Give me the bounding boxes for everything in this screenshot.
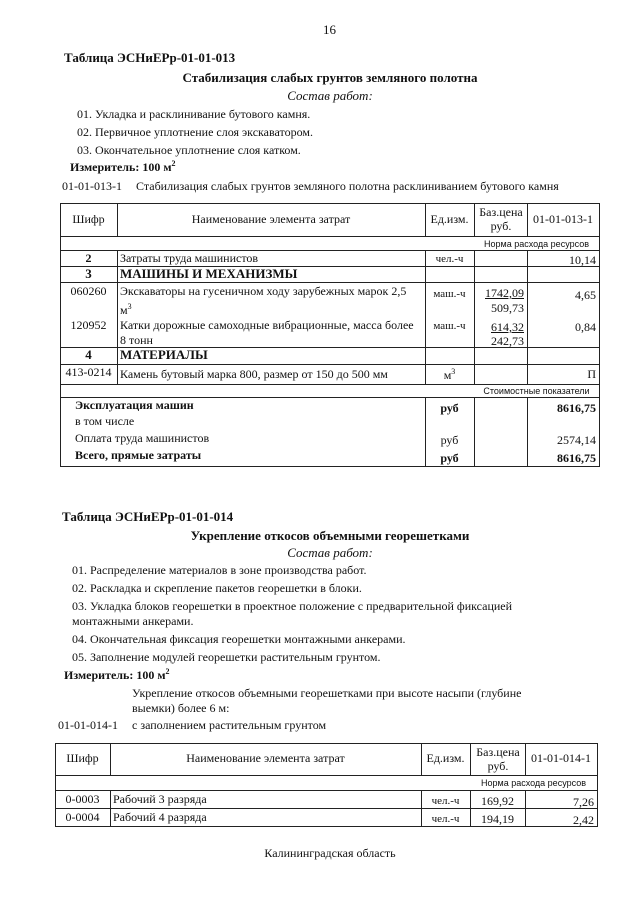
table1-row-name: Камень бутовый марка 800, размер от 150 до 500 мм — [120, 367, 388, 381]
table1-code-desc: Стабилизация слабых грунтов земляного полотна расклиниванием бутового камня — [136, 179, 559, 193]
table2-code: 01-01-014-1 — [58, 718, 118, 732]
table1-row-norm: 4,65 — [575, 288, 596, 302]
table1-section-code: 3 — [85, 266, 92, 281]
table2-row-unit: чел.-ч — [431, 813, 460, 825]
table1-row-norm: П — [587, 367, 596, 381]
table1-step-2: 02. Первичное уплотнение слоя экскаватором. — [77, 125, 313, 139]
table1-composition-heading: Состав работ: — [287, 88, 373, 103]
table1-row-norm: 10,14 — [569, 253, 596, 267]
table1-cost-header: Стоимостные показатели — [483, 386, 590, 396]
table1-row-code: 413-0214 — [65, 365, 112, 379]
table1-row-price-1: 614,32 — [491, 320, 524, 334]
table2-row-code: 0-0004 — [65, 810, 100, 824]
table1-section-title: МАТЕРИАЛЫ — [120, 347, 208, 362]
table2-row-code: 0-0003 — [65, 792, 100, 806]
table1-step-3: 03. Окончательное уплотнение слоя катком. — [77, 143, 301, 157]
table2-row-name: Рабочий 3 разряда — [113, 792, 207, 806]
table1-row-code: 060260 — [70, 284, 107, 298]
table1-row-unit: маш.-ч — [433, 288, 466, 300]
table1-header-price: Баз.цена руб. — [479, 205, 523, 233]
table2-header-name: Наименование элемента затрат — [186, 751, 345, 765]
table1-row-price-2: 242,73 — [491, 334, 524, 348]
table2-header-code: Шифр — [66, 751, 99, 765]
table1-row-name: Экскаваторы на гусеничном ходу зарубежных марок 2,5 $м^3$ — [120, 284, 407, 317]
table2-desc-line-1: Укрепление откосов объемными георешетками при высоте насыпи (глубине — [132, 686, 522, 700]
table1-measure: Измеритель: 100 $м^2$ — [70, 159, 176, 174]
table1-title: Таблица ЭСНиЕРр-01-01-013 — [64, 50, 236, 65]
table2-row-norm: 7,26 — [573, 795, 594, 809]
table2-header-norm: 01-01-014-1 — [531, 751, 591, 765]
table2-measure: Измеритель: 100 $м^2$ — [64, 667, 170, 682]
table1-row-code: 2 — [85, 251, 92, 265]
table1-row-norm: 0,84 — [575, 320, 596, 334]
table1-section-title: МАШИНЫ И МЕХАНИЗМЫ — [120, 266, 298, 281]
table1-total-value: 8616,75 — [557, 451, 596, 465]
table1-section-code: 4 — [85, 347, 92, 362]
table2-row-price: 169,92 — [481, 794, 514, 808]
table1-total-unit: руб — [440, 433, 459, 447]
table2-row-unit: чел.-ч — [431, 795, 460, 807]
table1-row-unit: $м^3$ — [443, 367, 456, 382]
table2-step-3: 03. Укладка блоков георешетки в проектное положение с предварительной фиксацией — [72, 599, 513, 613]
table1-row-unit: маш.-ч — [433, 320, 466, 332]
table1-total-unit: руб — [440, 451, 459, 465]
table2-row-name: Рабочий 4 разряда — [113, 810, 207, 824]
table1-total-value: 8616,75 — [557, 401, 596, 415]
table2-step-1: 01. Распределение материалов в зоне производства работ. — [72, 563, 367, 577]
table1-row-price-2: 509,73 — [491, 301, 524, 315]
table2-subtitle: Укрепление откосов объемными георешетками — [190, 528, 470, 543]
table1-header-code: Шифр — [72, 212, 105, 226]
page-number: 16 — [323, 22, 336, 37]
table2-code-desc: с заполнением растительным грунтом — [132, 718, 327, 732]
table1-row-name: Затраты труда машинистов — [120, 251, 259, 265]
table2-subheader: Норма расхода ресурсов — [481, 778, 586, 788]
table1-row-code: 120952 — [70, 318, 107, 332]
table2-composition-heading: Состав работ: — [287, 545, 373, 560]
table1-subtitle: Стабилизация слабых грунтов земляного полотна — [182, 70, 478, 85]
table1-row-name: Катки дорожные самоходные вибрационные, масса более 8 тонн — [120, 318, 414, 347]
table2-step-3-cont: монтажными анкерами. — [72, 614, 194, 628]
table1-subheader: Норма расхода ресурсов — [484, 239, 589, 249]
table1-total-note: в том числе — [75, 414, 135, 428]
table1-total-unit: руб — [440, 401, 459, 415]
table2-header-price: Баз.цена руб. — [476, 745, 520, 773]
table1-total-value: 2574,14 — [557, 433, 596, 447]
page-footer: Калининградская область — [264, 846, 396, 860]
table1-code: 01-01-013-1 — [62, 179, 122, 193]
table1-total-label: Оплата труда машинистов — [75, 431, 210, 445]
table2-title: Таблица ЭСНиЕРр-01-01-014 — [62, 509, 234, 524]
table1-row-unit: чел.-ч — [435, 253, 464, 265]
table1-total-label: Эксплуатация машин — [75, 398, 194, 412]
table1-row-price-1: 1742,09 — [485, 286, 524, 300]
table1-step-1: 01. Укладка и расклинивание бутового камня. — [77, 107, 311, 121]
table2-step-4: 04. Окончательная фиксация георешетки монтажными анкерами. — [72, 632, 406, 646]
table1-header-norm: 01-01-013-1 — [533, 212, 593, 226]
table2-header-unit: Ед.изм. — [426, 751, 465, 765]
table1-header-unit: Ед.изм. — [430, 212, 469, 226]
table1-total-label: Всего, прямые затраты — [75, 448, 202, 462]
table2-row-norm: 2,42 — [573, 813, 594, 827]
table2-desc-line-2: выемки) более 6 м: — [132, 701, 230, 715]
table2-step-5: 05. Заполнение модулей георешетки растительным грунтом. — [72, 650, 381, 664]
table2-step-2: 02. Раскладка и скрепление пакетов георешетки в блоки. — [72, 581, 362, 595]
table2-row-price: 194,19 — [481, 812, 514, 826]
table1-header-name: Наименование элемента затрат — [191, 212, 351, 226]
